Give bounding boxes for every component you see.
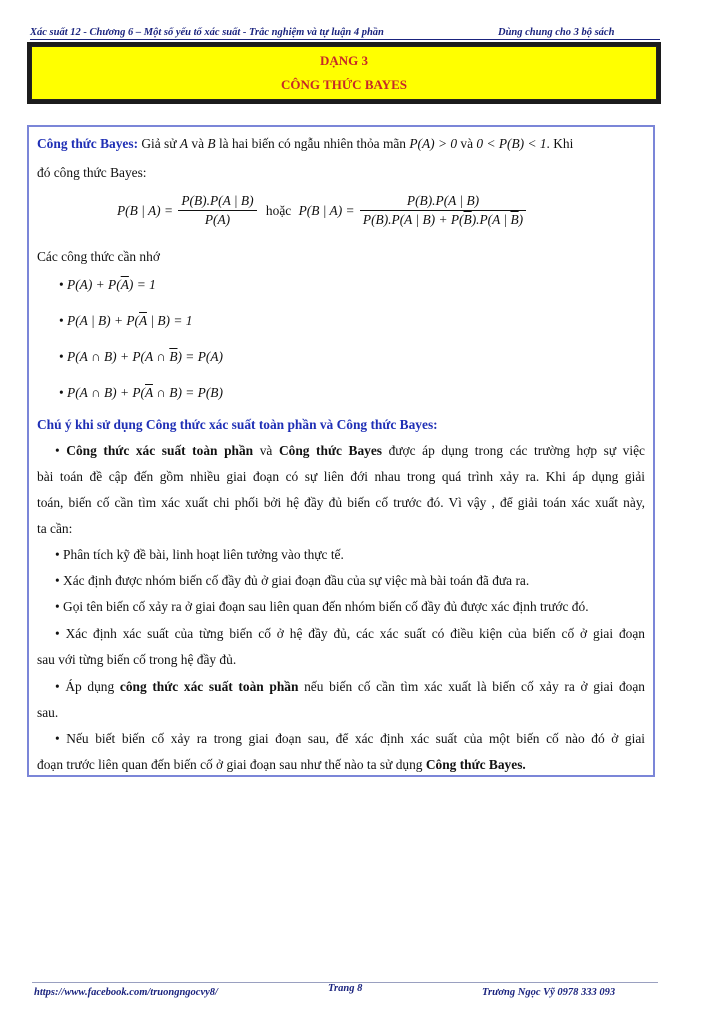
note-paragraph-line-2: bài toán đề cập đến gồm nhiều giai đoạn có sự liên đới nhau trong quá trình xảy ra. Khi áp dụng giải xyxy=(37,469,645,484)
footer-url[interactable]: https://www.facebook.com/truongngocvy8/ xyxy=(34,987,218,998)
definition-text: và xyxy=(188,136,208,151)
step-continuation: sau. xyxy=(37,705,59,720)
definition-lead: Công thức Bayes: xyxy=(37,136,139,151)
definition-text: là hai biến có ngẫu nhiên thỏa mãn xyxy=(215,136,410,151)
step-text: Áp dụng xyxy=(65,679,120,694)
definition-text: và xyxy=(457,136,477,151)
paragraph-text: và xyxy=(253,443,279,458)
header-right-text: Dùng chung cho 3 bộ sách xyxy=(498,27,615,38)
section-banner xyxy=(27,42,661,104)
formula-text: P(A | B) + P( xyxy=(67,313,140,328)
list-item: • Gọi tên biến cố xảy ra ở giai đoạn sau liên quan đến nhóm biến cố đầy đủ được xác định trước đó. xyxy=(55,599,589,614)
definition-line-1 xyxy=(37,136,645,152)
fraction-denominator: P(A) xyxy=(204,212,231,227)
fraction-numerator: P(B).P(A | B) xyxy=(360,193,526,211)
page-header xyxy=(30,27,660,40)
step-text: đoạn trước liên quan đến biến cố ở giai đoạn sau như thế nào ta sử dụng xyxy=(37,757,426,772)
list-item: • P(A ∩ $B) + P(\overline{A}$ ∩ B) = P(B) xyxy=(59,385,223,400)
note-paragraph-line-3: toán, biến cố cần tìm xác xuất chi phối bởi hệ đầy đủ biến cố trước đó. Vì vậy , để giải toán xác xuất này, xyxy=(37,495,645,510)
section-banner-inner xyxy=(31,46,657,100)
formula-text: $\overline{A}$ xyxy=(120,277,129,292)
content-box xyxy=(27,125,655,777)
step-continuation: sau với từng biến cố trong hệ đầy đủ. xyxy=(37,652,237,667)
formula-fraction-2 xyxy=(360,193,526,228)
step-text: Gọi tên biến cố xảy ra ở giai đoạn sau liên quan đến nhóm biến cố đầy đủ được xác định trước đó. xyxy=(63,599,589,614)
bold-term: Công thức Bayes. xyxy=(425,757,526,772)
note-paragraph-line-4: ta cần: xyxy=(37,521,73,536)
page-footer xyxy=(32,982,658,1003)
footer-author: Trương Ngọc Vỹ 0978 333 093 xyxy=(482,987,616,998)
bold-term: công thức xác suất toàn phần xyxy=(119,679,299,694)
condition-2: 0 < P(B) < 1 xyxy=(476,136,547,151)
formula-text: $\overline{A}$ xyxy=(139,313,147,328)
formula-or: hoặc xyxy=(265,202,292,218)
formula-text: ) = 1 xyxy=(128,277,156,292)
bayes-formula xyxy=(117,193,528,228)
formula-lhs: P(B | A) = xyxy=(117,202,173,218)
bold-term: Công thức Bayes xyxy=(278,443,383,458)
step-text: Phân tích kỹ đề bài, linh hoạt liên tưởng vào thực tế. xyxy=(63,547,344,562)
section-number: DẠNG 3 xyxy=(319,53,369,68)
section-title: CÔNG THỨC BAYES xyxy=(281,77,407,92)
definition-line-2: đó công thức Bayes: xyxy=(37,165,147,180)
formula-text: P(A ∩ B) + P(A ∩ $\overline{B}) = P(A)$ xyxy=(67,349,223,364)
formula-text: | B) = 1 xyxy=(146,313,193,328)
footer-page-number: Trang 8 xyxy=(328,983,363,994)
formula-text: P(A) + P( xyxy=(67,277,121,292)
note-paragraph-line-1: • Công thức xác suất toàn phần và Công thức Bayes được áp dụng trong các trường hợp sự việc xyxy=(55,443,645,458)
step-text: Xác định được nhóm biến cố đầy đủ ở giai đoạn đầu của sự việc mà bài toán đã đưa ra. xyxy=(63,573,530,588)
condition-1: P(A) > 0 xyxy=(409,136,458,151)
list-item: • Nếu biết biến cố xảy ra trong giai đoạn sau, để xác định xác suất của một biến cố nào đó ở giai xyxy=(55,731,645,746)
list-item: • Phân tích kỹ đề bài, linh hoạt liên tưởng vào thực tế. xyxy=(55,547,344,562)
fraction-numerator: P(B).P(A | B) xyxy=(178,193,256,211)
var-a: A xyxy=(179,136,189,151)
step-text: nếu biến cố cần tìm xác xuất là biến cố xảy ra ở giai đoạn xyxy=(298,679,646,694)
list-item: • Xác định được nhóm biến cố đầy đủ ở giai đoạn đầu của sự việc mà bài toán đã đưa ra. xyxy=(55,573,530,588)
definition-text: . Khi xyxy=(546,136,574,151)
formula-fraction-1 xyxy=(178,193,256,228)
var-b: B xyxy=(207,136,216,151)
fraction-denominator: P(B).P(A | $B) + P(\overline{B}).P(A$ | $\overline{B}$) xyxy=(362,212,524,227)
list-item: • $P(A) + P(\overline{A}) = 1$ xyxy=(59,277,156,292)
paragraph-text: được áp dụng trong các trường hợp sự việc xyxy=(382,443,645,458)
list-item: • P(A ∩ B) + P(A ∩ $\overline{B}) = P(A)$ xyxy=(59,349,223,364)
step-continuation xyxy=(37,757,645,773)
step-text: Xác định xác suất của từng biến cố ở hệ đầy đủ, các xác suất có điều kiện của biến cố ở giai đoạn xyxy=(65,626,645,641)
formula-lhs-2: P(B | A) = xyxy=(298,202,355,218)
list-item: • Áp dụng công thức xác suất toàn phần nếu biến cố cần tìm xác xuất là biến cố xảy ra ở giai đoạn xyxy=(55,679,646,694)
list-item: • Xác định xác suất của từng biến cố ở hệ đầy đủ, các xác suất có điều kiện của biến cố ở giai đoạn xyxy=(55,626,645,641)
list-item: • P(A | $B) + P(\overline{A}$ | B) = 1 xyxy=(59,313,193,328)
definition-text: Giả sử xyxy=(138,136,180,151)
step-text: Nếu biết biến cố xảy ra trong giai đoạn sau, để xác định xác suất của một biến cố nào đó ở giai xyxy=(66,731,645,746)
header-left-text: Xác suất 12 - Chương 6 – Một số yếu tố xác suất - Trắc nghiệm và tự luận 4 phần xyxy=(30,27,384,38)
bold-term: Công thức xác suất toàn phần xyxy=(66,443,254,458)
remember-title: Các công thức cần nhớ xyxy=(37,249,160,264)
formula-text: P(A ∩ $B) + P(\overline{A}$ ∩ B) = P(B) xyxy=(67,385,223,400)
note-title: Chú ý khi sử dụng Công thức xác suất toàn phần và Công thức Bayes: xyxy=(37,417,438,432)
